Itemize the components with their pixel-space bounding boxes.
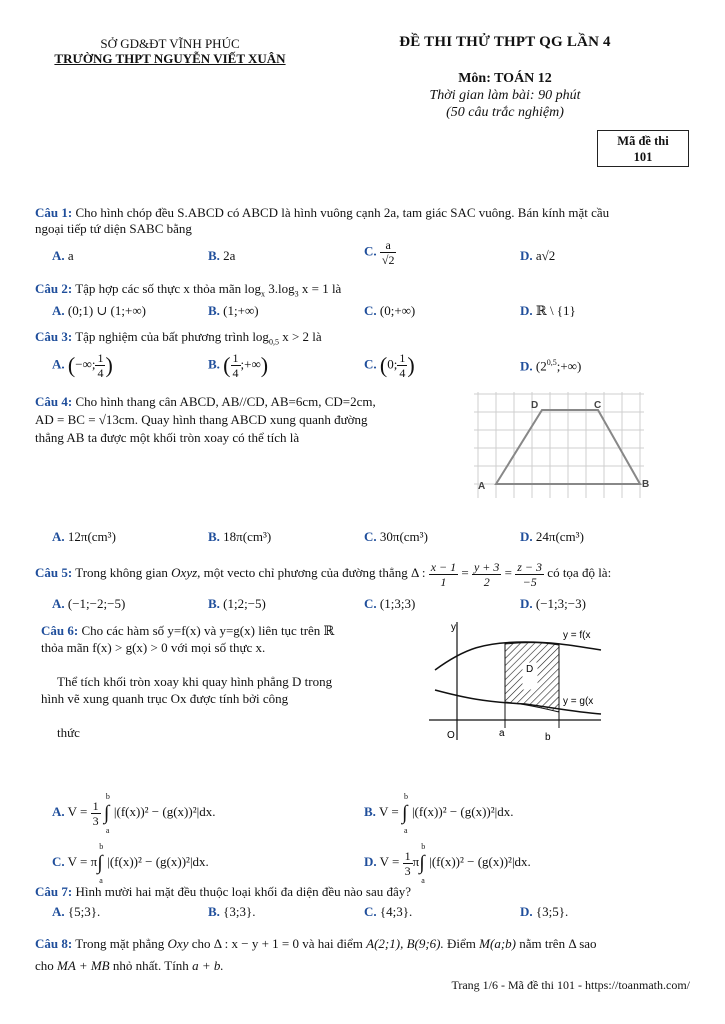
option-c[interactable]: C. (1;3;3)	[364, 596, 416, 611]
option-c[interactable]: C. 30π(cm³)	[364, 529, 428, 544]
vertex-b: B	[642, 479, 650, 490]
question-7: Câu 7: Hình mười hai mặt đều thuộc loại khối đa diện đều nào sau đây?	[35, 884, 412, 899]
question-label: Câu 6:	[41, 623, 79, 638]
question-5: Câu 5: Trong không gian Oxyz, một vecto chỉ phương của đường thẳng Δ : $\frac{x - 1}{1}$ = $\frac{y + 3}{2}$ = $\frac{z - 3}{-5}$ có tọa độ là:	[35, 559, 612, 589]
question-label: Câu 2:	[35, 281, 73, 296]
header-left	[30, 36, 310, 66]
question-4: Câu 4: Cho hình thang cân ABCD, AB//CD, AB=6cm, CD=2cm, AD = BC = √13cm. Quay hình thang ABCD xung quanh đường thẳng AB ta được một khối tròn xoay có thể tích là	[35, 394, 376, 445]
label-b: b	[545, 732, 551, 743]
option-b[interactable]: B. (1;+∞)	[208, 303, 259, 318]
option-d[interactable]: D. V = $\frac{1}{3}$ π b ∫ a |(f(x))² − (g(x))²|dx.	[364, 842, 531, 885]
page-footer: Trang 1/6 - Mã đề thi 101 - https://toanmath.com/	[451, 978, 690, 992]
option-a[interactable]: A. (−∞; $\frac{1}{4}$ )	[52, 351, 113, 380]
question-label: Câu 5:	[35, 565, 73, 580]
question-count: (50 câu trắc nghiệm)	[446, 105, 564, 120]
header-right	[360, 34, 650, 51]
option-d[interactable]: D. a√2	[520, 248, 556, 263]
label-fx: y = f(x	[563, 630, 591, 641]
label-y: y	[451, 622, 456, 633]
exam-code-box	[597, 130, 689, 167]
option-a[interactable]: A. V = $\frac{1}{3}$ b ∫ a |(f(x))² − (g(x))²|dx.	[52, 792, 216, 835]
option-d[interactable]: D. {3;5}.	[520, 904, 569, 919]
label-region-d: D	[526, 664, 534, 675]
option-b[interactable]: B. V = b ∫ a |(f(x))² − (g(x))²|dx.	[364, 792, 514, 835]
question-label: Câu 1:	[35, 205, 73, 220]
label-origin: O	[447, 730, 455, 741]
option-b[interactable]: B. 2a	[208, 248, 236, 263]
option-d[interactable]: D. (−1;3;−3)	[520, 596, 586, 611]
option-d[interactable]: D. ℝ \ {1}	[520, 303, 576, 318]
option-d[interactable]: D. $(2^{0,5};+\infty)$	[520, 358, 582, 374]
option-c[interactable]: C. $\frac{a}{√2}$	[364, 238, 395, 267]
option-b[interactable]: B. {3;3}.	[208, 904, 256, 919]
question-2: Câu 2: Tập hợp các số thực x thỏa mãn $\log_x 3.\log_3$ x = 1 là	[35, 281, 342, 299]
area-figure	[425, 618, 605, 748]
exam-code-value: 101	[633, 150, 653, 164]
vertex-d: D	[531, 400, 539, 411]
option-a[interactable]: A. (0;1) ∪ (1;+∞)	[52, 303, 146, 318]
option-a[interactable]: A. (−1;−2;−5)	[52, 596, 126, 611]
option-b[interactable]: B. (1;2;−5)	[208, 596, 266, 611]
exam-time: Thời gian làm bài: 90 phút	[429, 88, 581, 103]
question-label: Câu 7:	[35, 884, 73, 899]
school-name: TRƯỜNG THPT NGUYỄN VIẾT XUÂN	[54, 51, 286, 66]
question-text: Cho hình chóp đều S.ABCD có ABCD là hình vuông cạnh 2a, tam giác SAC vuông. Bán kính mặt cầu	[75, 205, 610, 220]
option-a[interactable]: A. {5;3}.	[52, 904, 101, 919]
question-label: Câu 4:	[35, 394, 73, 409]
option-c[interactable]: C. V = π b ∫ a |(f(x))² − (g(x))²|dx.	[52, 842, 209, 885]
trapezoid-figure	[470, 388, 660, 500]
question-6: Câu 6: Cho các hàm số y=f(x) và y=g(x) liên tục trên ℝ thỏa mãn f(x) > g(x) > 0 với mọi số thực x. Thể tích khối tròn xoay khi quay hình phẳng D trong hình vẽ xung quanh trục Ox được tính bởi công thức	[41, 623, 335, 740]
question-label: Câu 8:	[35, 936, 73, 951]
label-a: a	[499, 728, 505, 739]
question-8: Câu 8: Trong mặt phẳng Oxy cho Δ : x − y + 1 = 0 và hai điểm A(2;1), B(9;6). Điểm M(a;b) nằm trên Δ sao cho MA + MB nhỏ nhất. Tính a + b.	[35, 936, 597, 973]
question-1	[35, 205, 690, 237]
label-gx: y = g(x	[563, 696, 594, 707]
question-3: Câu 3: Tập nghiệm của bất phương trình $\log_{0,5} x > 2$ là	[35, 329, 322, 347]
option-b[interactable]: B. ( $\frac{1}{4}$ ;+∞)	[208, 351, 269, 380]
option-b[interactable]: B. 18π(cm³)	[208, 529, 272, 544]
option-c[interactable]: C. (0; $\frac{1}{4}$ )	[364, 351, 415, 380]
vertex-a: A	[478, 481, 486, 492]
option-d[interactable]: D. 24π(cm³)	[520, 529, 584, 544]
question-label: Câu 3:	[35, 329, 73, 344]
exam-code-label: Mã đề thi	[617, 134, 669, 148]
option-c[interactable]: C. {4;3}.	[364, 904, 413, 919]
department: SỞ GD&ĐT VĨNH PHÚC	[100, 36, 240, 51]
exam-info	[400, 70, 610, 121]
option-c[interactable]: C. (0;+∞)	[364, 303, 416, 318]
subject: Môn: TOÁN 12	[458, 71, 552, 86]
option-a[interactable]: A. 12π(cm³)	[52, 529, 116, 544]
question-text: ngoại tiếp tứ diện SABC bằng	[35, 221, 192, 236]
exam-title: ĐỀ THI THỬ THPT QG LẦN 4	[399, 34, 611, 50]
vertex-c: C	[594, 400, 602, 411]
option-a[interactable]: A. a	[52, 248, 74, 263]
